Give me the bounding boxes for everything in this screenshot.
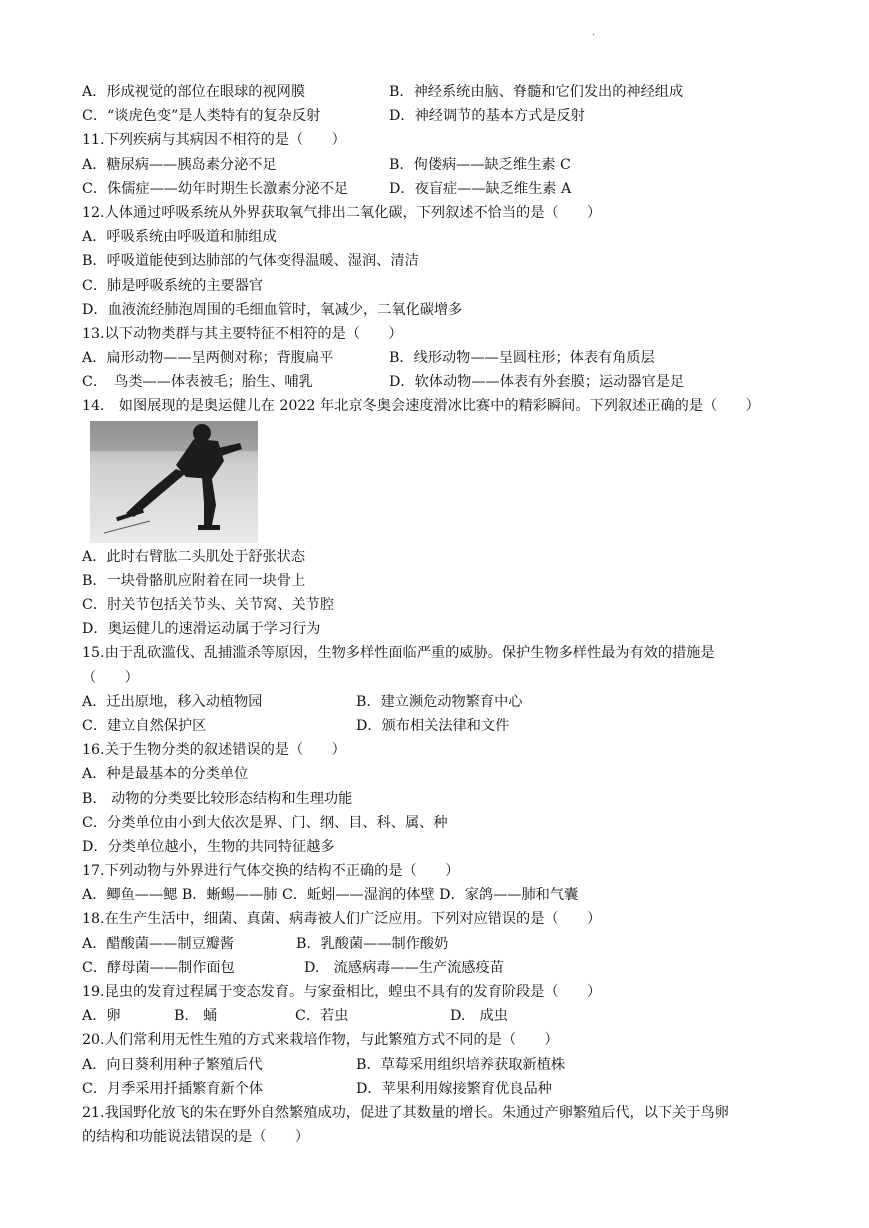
q14-option-a: A．此时右臂肱二头肌处于舒张状态 (82, 548, 306, 565)
q18-option-d: D. 流感病毒——生产流感疫苗 (304, 959, 504, 976)
q18-stem: 18.在生产生活中，细菌、真菌、病毒被人们广泛应用。下列对应错误的是（ ） (82, 911, 602, 928)
q16-stem: 16.关于生物分类的叙述错误的是（ ） (82, 742, 346, 759)
q15-option-b: B．建立濒危动物繁育中心 (356, 693, 523, 710)
q13-option-b: B．线形动物——呈圆柱形；体表有角质层 (389, 350, 655, 367)
q19-options (82, 1004, 802, 1028)
q13-row-ab (82, 346, 802, 370)
q10-row-ab (82, 80, 802, 104)
q20-stem: 20.人们常利用无性生殖的方式来栽培作物，与此繁殖方式不同的是（ ） (82, 1032, 559, 1049)
q12-option-c: C．肺是呼吸系统的主要器官 (82, 277, 264, 294)
q13-option-a: A．扁形动物——呈两侧对称；背腹扁平 (82, 350, 334, 367)
header-mark: · (592, 30, 596, 41)
q14-option-d: D．奥运健儿的速滑运动属于学习行为 (82, 621, 321, 638)
q15-option-a: A．迁出原地，移入动植物园 (82, 693, 263, 710)
q21-stem-cont: 的结构和功能说法错误的是（ ） (82, 1129, 310, 1146)
q13-row-cd (82, 370, 802, 394)
q13-option-d: D．软体动物——体表有外套膜；运动器官是足 (389, 374, 685, 391)
q18-option-a: A．醋酸菌——制豆瓣酱 (82, 935, 235, 952)
q10-option-d: D．神经调节的基本方式是反射 (389, 108, 585, 125)
q16-option-a: A．种是最基本的分类单位 (82, 766, 249, 783)
q10-option-b: B．神经系统由脑、脊髓和它们发出的神经组成 (389, 84, 684, 100)
q11-option-b: B．佝偻病——缺乏维生素 C (389, 156, 571, 173)
q10-row-cd (82, 104, 802, 128)
q18-option-b: B．乳酸菌——制作酸奶 (296, 935, 449, 952)
q10-option-a: A．形成视觉的部位在眼球的视网膜 (82, 84, 306, 100)
q20-row-ab (82, 1053, 802, 1077)
q15-option-d: D．颁布相关法律和文件 (356, 717, 510, 734)
speed-skater-illustration (90, 421, 258, 543)
q19-option-b: B. 蛹 (174, 1008, 218, 1025)
q12-option-b: B．呼吸道能使到达肺部的气体变得温暖、湿润、清洁 (82, 253, 419, 270)
q15-option-c: C．建立自然保护区 (82, 717, 207, 734)
q19-option-d: D. 成虫 (450, 1008, 508, 1025)
q11-option-a: A．糖尿病——胰岛素分泌不足 (82, 156, 277, 173)
q14-stem: 14. 如图展现的是奥运健儿在 2022 年北京冬奥会速度滑冰比赛中的精彩瞬间。下列叙述正确的是（ ） (82, 398, 760, 415)
q13-option-c: C． 鸟类——体表被毛；胎生、哺乳 (82, 374, 313, 391)
q14-option-c: C．肘关节包括关节头、关节窝、关节腔 (82, 597, 335, 613)
q11-row-ab (82, 153, 802, 177)
q11-stem: 11.下列疾病与其病因不相符的是（ ） (82, 132, 346, 149)
q17-stem: 17.下列动物与外界进行气体交换的结构不正确的是（ ） (82, 863, 460, 880)
q11-option-c: C．侏儒症——幼年时期生长激素分泌不足 (82, 180, 349, 197)
q11-row-cd (82, 177, 802, 201)
q18-row-ab (82, 932, 802, 956)
q20-option-b: B．草莓采用组织培养获取新植株 (356, 1056, 566, 1073)
q12-option-a: A．呼吸系统由呼吸道和肺组成 (82, 229, 277, 246)
q19-stem: 19.昆虫的发育过程属于变态发育。与家蚕相比，蝗虫不具有的发育阶段是（ ） (82, 984, 602, 1000)
q12-option-d: D．血液流经肺泡周围的毛细血管时，氧减少，二氧化碳增多 (82, 301, 463, 318)
q18-option-c: C．酵母菌——制作面包 (82, 959, 235, 976)
q18-row-cd (82, 956, 802, 980)
q15-row-ab (82, 690, 802, 714)
q19-option-a: A．卵 (82, 1008, 121, 1025)
q17-options: A．鲫鱼——鳃 B．蜥蜴——肺 C．蚯蚓——湿润的体壁 D．家鸽——肺和气囊 (82, 887, 579, 904)
q20-option-a: A．向日葵利用种子繁殖后代 (82, 1056, 263, 1073)
q20-row-cd (82, 1077, 802, 1101)
q13-stem: 13.以下动物类群与其主要特征不相符的是（ ） (82, 325, 403, 342)
q16-option-d: D．分类单位越小，生物的共同特征越多 (82, 838, 335, 855)
q14-option-b: B．一块骨骼肌应附着在同一块骨上 (82, 572, 306, 589)
question-page (82, 80, 802, 1149)
q16-option-c: C．分类单位由小到大依次是界、门、纲、目、科、属、种 (82, 814, 448, 831)
q10-option-c: C．“谈虎色变”是人类特有的复杂反射 (82, 108, 321, 125)
q15-row-cd (82, 714, 802, 738)
q15-stem-bracket: （ ） (82, 669, 139, 686)
q11-option-d: D．夜盲症——缺乏维生素 A (389, 180, 572, 197)
q16-option-b: B. 动物的分类要比较形态结构和生理功能 (82, 790, 353, 807)
q12-stem: 12.人体通过呼吸系统从外界获取氧气排出二氧化碳，下列叙述不恰当的是（ ） (82, 204, 602, 221)
q19-option-c: C．若虫 (295, 1008, 349, 1025)
q20-option-c: C．月季采用扦插繁育新个体 (82, 1080, 264, 1097)
q21-stem: 21.我国野化放飞的朱在野外自然繁殖成功，促进了其数量的增长。朱通过产卵繁殖后代，以下关于鸟卵 (82, 1104, 729, 1121)
q15-stem: 15.由于乱砍滥伐、乱捕滥杀等原因，生物多样性面临严重的威胁。保护生物多样性最为有效的措施是 (82, 645, 715, 662)
q20-option-d: D．苹果利用嫁接繁育优良品种 (356, 1080, 552, 1097)
speed-skater-photo (90, 421, 258, 543)
